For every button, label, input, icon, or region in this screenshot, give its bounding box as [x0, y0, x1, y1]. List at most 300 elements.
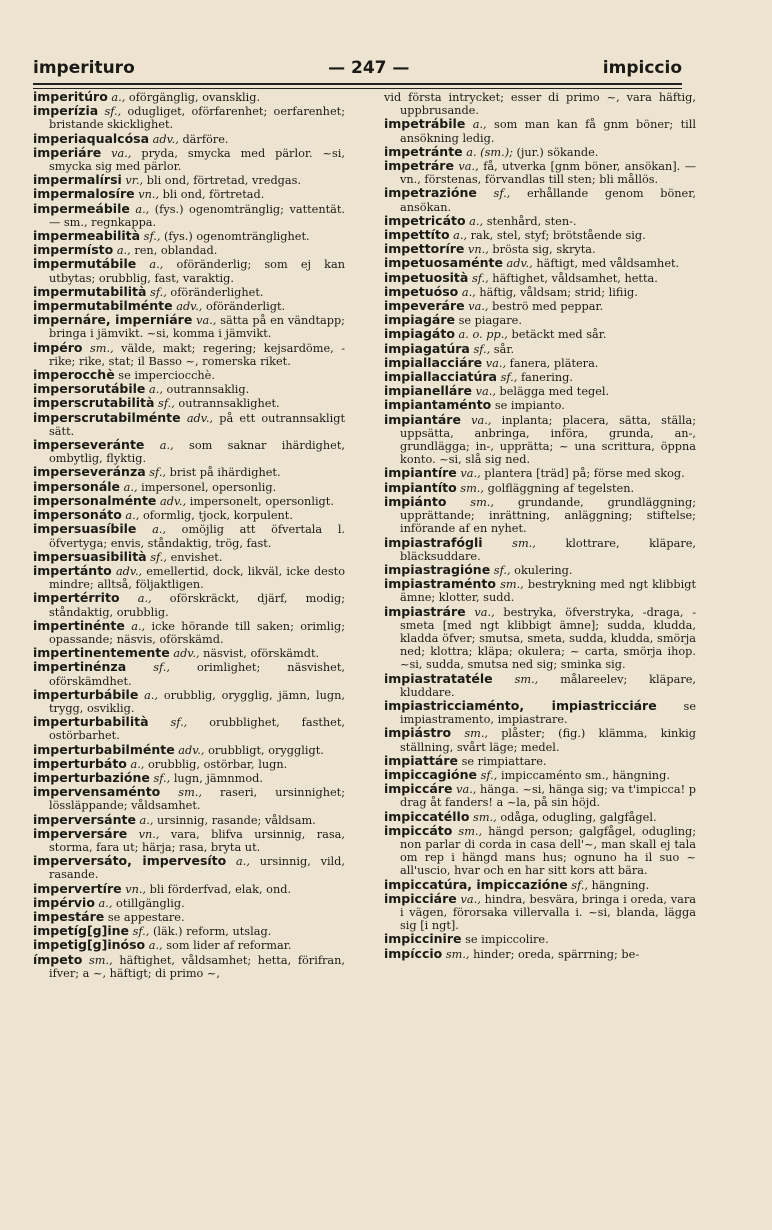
entry-headword: impiastricciaménto, impiastricciáre: [384, 697, 657, 713]
dictionary-entry: [384, 726, 696, 753]
dictionary-entry: [33, 146, 345, 173]
entry-definition: orimlighet; näsvishet, oförskämdhet.: [49, 661, 345, 688]
entry-part-of-speech: a.,: [111, 91, 126, 104]
entry-part-of-speech: sf.,: [480, 768, 498, 782]
entry-part-of-speech: adv.,: [173, 647, 200, 661]
entry-definition: orubblig, orygglig, jämn, lugn, trygg, osviklig.: [49, 688, 346, 715]
entry-definition: se impiastramento, impiastrare.: [400, 699, 696, 727]
entry-headword: impervensaménto: [33, 784, 161, 800]
entry-headword: imperversáto, impervesíto: [33, 853, 227, 869]
header-left-guide-word: imperituro: [33, 58, 135, 78]
entry-part-of-speech: va.,: [460, 892, 481, 906]
dictionary-entry: [33, 771, 345, 785]
entry-definition: hängd person; galgfågel, odugling; non parlar di corda in casa dell'~, man skall ej tala om rep i hängd mans hus; ognuno ha il suo ~ all'uscio, hvar och en har sitt kors att bära.: [400, 824, 697, 878]
entry-definition: orubblig, ostörbar, lugn.: [148, 757, 288, 771]
entry-part-of-speech: a.,: [116, 244, 131, 258]
entry-headword: impersuasibilità: [33, 548, 147, 564]
dictionary-entry: [384, 242, 696, 256]
entry-definition: bli ond, förtretad, vredgas.: [146, 174, 302, 188]
dictionary-entry: [384, 214, 696, 228]
entry-definition: erhållande genom böner, ansökan.: [400, 187, 696, 214]
entry-part-of-speech: adv.,: [178, 743, 205, 757]
dictionary-entry: [384, 327, 696, 341]
entry-part-of-speech: va.,: [475, 385, 496, 399]
entry-part-of-speech: sf.,: [143, 230, 161, 244]
entry-definition: ren, oblandad.: [134, 244, 218, 258]
entry-headword: impernáre, imperniáre: [33, 312, 193, 328]
entry-definition: se impianto.: [494, 399, 565, 413]
entry-definition: rak, stel, styf; brötstående sig.: [470, 229, 646, 243]
entry-part-of-speech: va.,: [111, 146, 132, 160]
header-right-guide-word: impiccio: [602, 58, 682, 78]
entry-definition: odåga, odugling, galgfågel.: [500, 810, 657, 824]
entry-headword: imperocchè: [33, 367, 115, 383]
entry-definition: häftig, våldsam; strid; lifiig.: [479, 285, 638, 299]
dictionary-entry: [384, 892, 696, 933]
entry-headword: impertérrito: [33, 590, 120, 606]
dictionary-entry: [33, 564, 345, 591]
entry-part-of-speech: vn.,: [138, 827, 160, 841]
entry-part-of-speech: sf.,: [132, 925, 150, 939]
entry-headword: impermalírsi: [33, 172, 122, 188]
entry-part-of-speech: a.,: [159, 439, 174, 453]
entry-part-of-speech: va.,: [456, 783, 477, 797]
entry-headword: ímpeto: [33, 951, 83, 967]
entry-part-of-speech: sm.,: [473, 810, 497, 824]
entry-definition: outrannsaklighet.: [178, 397, 280, 411]
dictionary-entry: [384, 466, 696, 480]
entry-part-of-speech: sm.,: [445, 947, 470, 961]
entry-headword: impiccatéllo: [384, 808, 470, 824]
entry-headword: impicciáre: [384, 890, 457, 906]
entry-headword: impéro: [33, 339, 83, 355]
dictionary-entry: [384, 299, 696, 313]
entry-part-of-speech: sf.,: [149, 466, 167, 480]
dictionary-entry: [33, 591, 345, 618]
entry-headword: impiccáto: [384, 822, 453, 838]
dictionary-entry: [33, 480, 345, 494]
entry-definition: orubbligt, oryggligt.: [208, 743, 324, 757]
entry-part-of-speech: a.,: [131, 619, 146, 633]
entry-part-of-speech: a.,: [130, 757, 145, 771]
entry-definition: oföränderligt.: [206, 300, 286, 314]
entry-headword: impetuosità: [384, 269, 469, 285]
entry-definition: målareelev; kläpare, kluddare.: [400, 672, 697, 699]
entry-definition: brist på ihärdighet.: [169, 466, 281, 480]
entry-definition: betäckt med sår.: [511, 328, 607, 342]
dictionary-entry: [384, 536, 696, 563]
entry-part-of-speech: sf.,: [153, 661, 170, 675]
entry-part-of-speech: vr.,: [125, 174, 144, 188]
entry-definition: klottrare, kläpare, bläcksuddare.: [400, 536, 697, 563]
entry-definition: omöjlig att öfvertala l. öfvertyga; envis, ståndaktig, trög, fast.: [49, 523, 346, 550]
entry-definition: som saknar ihärdighet, ombytlig, flyktig.: [49, 439, 345, 466]
dictionary-entry: [384, 90, 696, 117]
entry-definition: emellertid, dock, likväl, icke desto mindre; alltså, följaktligen.: [49, 564, 345, 592]
entry-headword: impermeabilità: [33, 228, 141, 244]
entry-part-of-speech: a.,: [469, 214, 484, 228]
entry-headword: imperitúro: [33, 89, 108, 104]
entry-headword: impermutabilità: [33, 283, 147, 299]
dictionary-entry: [384, 384, 696, 398]
entry-headword: impiantíre: [384, 465, 457, 481]
entry-headword: impiantaménto: [384, 397, 492, 413]
dictionary-entry: [33, 646, 345, 660]
entry-headword: impestáre: [33, 908, 105, 924]
entry-headword: impetricáto: [384, 212, 466, 228]
entry-part-of-speech: a.,: [149, 383, 163, 397]
dictionary-entry: [33, 910, 345, 924]
entry-part-of-speech: sm.,: [460, 481, 484, 495]
entry-definition: lugn, jämnmod.: [173, 771, 263, 785]
entry-part-of-speech: a.,: [98, 896, 113, 910]
dictionary-entry: [384, 186, 696, 213]
left-column: [33, 90, 345, 980]
entry-headword: impermísto: [33, 242, 114, 258]
header-rule: [33, 83, 682, 89]
entry-headword: impetrábile: [384, 116, 466, 132]
dictionary-entry: [33, 438, 345, 465]
dictionary-entry: [33, 104, 345, 131]
entry-definition: inplanta; placera, sätta, ställa; uppsätta, anbringa, införa, grunda, an-, grundlägga; in-, upprätta; ~ una scrittura, öppna konto. ~si, slå sig ned.: [400, 413, 697, 467]
entry-part-of-speech: adv.,: [152, 132, 179, 146]
entry-headword: impiastráre: [384, 603, 466, 619]
dictionary-entry: [384, 782, 696, 809]
dictionary-entry: [384, 878, 696, 892]
dictionary-entry: [33, 411, 345, 438]
entry-part-of-speech: adv.,: [115, 564, 143, 578]
entry-part-of-speech: va.,: [460, 467, 481, 481]
entry-definition: golfläggning af tegelsten.: [487, 481, 635, 495]
entry-part-of-speech: a.,: [453, 229, 468, 243]
entry-part-of-speech: sf.,: [104, 105, 122, 119]
entry-headword: imperversánte: [33, 811, 136, 827]
entry-part-of-speech: sf.,: [170, 716, 188, 730]
entry-headword: impiallacciatúra: [384, 369, 497, 385]
entry-definition: icke hörande till saken; orimlig; opassande; näsvis, oförskämd.: [49, 619, 346, 646]
entry-headword: impiastraménto: [384, 576, 496, 592]
page-number: — 247 —: [328, 58, 410, 78]
entry-headword: impiccáre: [384, 781, 453, 797]
dictionary-entry: [33, 90, 345, 104]
dictionary-entry: [384, 947, 696, 961]
entry-headword: imperturbabilità: [33, 714, 149, 730]
entry-part-of-speech: sm.,: [512, 536, 536, 550]
dictionary-entry: [33, 368, 345, 382]
dictionary-entry: [33, 313, 345, 340]
entry-definition: hängning.: [591, 878, 650, 892]
entry-part-of-speech: sm.,: [88, 953, 113, 967]
entry-definition: som man kan få gnm böner; till ansökning ledig.: [400, 118, 697, 145]
entry-headword: impetig[g]inóso: [33, 937, 146, 953]
entry-part-of-speech: a.,: [148, 939, 163, 953]
entry-headword: impianelláre: [384, 383, 473, 399]
entry-definition: pryda, smycka med pärlor. ~si, smycka sig med pärlor.: [49, 146, 345, 174]
entry-part-of-speech: sf.,: [571, 878, 589, 892]
entry-definition: impersonel, opersonlig.: [141, 480, 277, 494]
dictionary-entry: [384, 824, 696, 878]
entry-headword: impetuóso: [384, 283, 459, 299]
entry-headword: impiastrafógli: [384, 534, 483, 550]
entry-headword: impettoríre: [384, 241, 465, 257]
entry-headword: impeveráre: [384, 298, 465, 314]
entry-definition: sår.: [493, 342, 515, 356]
dictionary-entry: [33, 757, 345, 771]
dictionary-entry: [33, 660, 345, 687]
entry-definition: oförskräckt, djärf, modig; ståndaktig, orubblig.: [49, 592, 346, 619]
dictionary-entry: [33, 396, 345, 410]
entry-headword: impiastratatéle: [384, 670, 493, 686]
entry-part-of-speech: a. o. pp.,: [458, 328, 508, 342]
entry-headword: impiagáto: [384, 326, 455, 342]
dictionary-entry: [33, 187, 345, 201]
entry-definition: belägga med tegel.: [499, 385, 610, 399]
entry-definition: häftighet, våldsamhet, hetta.: [492, 271, 658, 285]
entry-part-of-speech: sm.,: [464, 727, 489, 741]
entry-definition: plåster; (fig.) klämma, kinkig ställning, svårt läge; medel.: [400, 727, 697, 754]
dictionary-entry: [384, 228, 696, 242]
dictionary-entry: [33, 896, 345, 910]
dictionary-entry: [33, 299, 345, 313]
entry-headword: impervertíre: [33, 880, 122, 896]
entry-part-of-speech: adv.,: [506, 257, 533, 271]
entry-part-of-speech: a.,: [461, 285, 476, 299]
entry-definition: se imperciocchè.: [118, 369, 215, 383]
entry-headword: imperturbábile: [33, 686, 139, 702]
entry-definition: ursinnig, rasande; våldsam.: [157, 813, 316, 827]
entry-part-of-speech: sf.,: [158, 397, 175, 411]
dictionary-entry: [33, 938, 345, 952]
dictionary-entry: [384, 370, 696, 384]
entry-part-of-speech: vn.,: [125, 882, 147, 896]
entry-part-of-speech: va.,: [471, 413, 492, 427]
entry-definition: plantera [träd] på; förse med skog.: [484, 467, 685, 481]
dictionary-entry: [384, 699, 696, 726]
entry-part-of-speech: a.,: [137, 592, 152, 606]
entry-headword: imperseveránza: [33, 464, 146, 480]
entry-headword: impermeábile: [33, 200, 130, 216]
entry-headword: impiccatúra, impiccazióne: [384, 876, 568, 892]
entry-headword: imperturbabilménte: [33, 741, 175, 757]
entry-headword: impiantíto: [384, 479, 457, 495]
entry-part-of-speech: a.,: [149, 258, 164, 272]
entry-definition: ursinnig, vild, rasande.: [49, 855, 345, 882]
entry-headword: imperversáre: [33, 825, 128, 841]
entry-part-of-speech: sf.,: [471, 271, 489, 285]
entry-part-of-speech: a.,: [236, 855, 250, 869]
entry-definition: bestryka, öfverstryka, -draga, -smeta [med ngt klibbigt ämne]; sudda, kludda, kladda öfver; smutsa, smeta, sudda, kludda, smörja ned; klottra; kläpa; okulera; ~ carta, smörja ihop. ~si, sudda, smutsa ned sig; sminka sig.: [400, 605, 697, 672]
entry-definition: välde, makt; regering; kejsardöme, -rike; rike, stat; il Basso ~, romerska riket.: [49, 341, 346, 368]
entry-part-of-speech: a.,: [139, 813, 154, 827]
entry-part-of-speech: adv.,: [176, 300, 203, 314]
dictionary-entry: [33, 173, 345, 187]
dictionary-entry: [384, 285, 696, 299]
entry-part-of-speech: sf.,: [150, 285, 167, 299]
entry-definition: på ett outrannsakligt sätt.: [49, 411, 346, 438]
dictionary-entry: [384, 145, 696, 159]
entry-definition: hänga. ~si, hänga sig; va t'impicca! p drag åt fanders! a ~la, på sin höjd.: [400, 783, 696, 810]
entry-definition: impiccaménto sm., hängning.: [500, 768, 670, 782]
entry-part-of-speech: a.,: [144, 688, 159, 702]
entry-headword: impermutabilménte: [33, 298, 173, 314]
entry-headword: impíccio: [384, 945, 443, 961]
entry-definition: se rimpiattare.: [461, 754, 547, 768]
entry-definition: envishet.: [170, 550, 223, 564]
entry-definition: (jur.) sökande.: [516, 145, 599, 159]
entry-definition: därföre.: [182, 132, 229, 146]
dictionary-entry: [384, 313, 696, 327]
dictionary-entry: [384, 605, 696, 672]
page-header: [33, 54, 682, 82]
entry-definition: oformlig, tjock, korpulent.: [142, 509, 293, 523]
dictionary-entry: [384, 481, 696, 495]
dictionary-entry: [33, 229, 345, 243]
entry-headword: impiattáre: [384, 752, 459, 768]
entry-definition: få, utverka [gnm böner, ansökan]. — vn., förstenas, förvandlas till sten; bli mållös.: [400, 160, 697, 187]
entry-definition: hinder; oreda, spärrning; be-: [473, 947, 640, 961]
dictionary-entry: [33, 827, 345, 854]
entry-part-of-speech: sm.,: [89, 341, 114, 355]
entry-part-of-speech: a. (sm.);: [466, 145, 513, 159]
entry-definition: orubblighet, fasthet, ostörbarhet.: [49, 716, 345, 743]
dictionary-entry: [384, 672, 696, 699]
entry-headword: impiantáre: [384, 411, 461, 427]
entry-definition: vid första intrycket; esser di primo ~, vara häftig, uppbrusande.: [384, 91, 696, 118]
entry-headword: impiagáre: [384, 312, 456, 328]
dictionary-entry: [384, 754, 696, 768]
entry-definition: raseri, ursinnighet; lössläppande; våldsamhet.: [49, 786, 346, 813]
dictionary-entry: [33, 619, 345, 646]
entry-definition: impersonelt, opersonligt.: [189, 494, 334, 508]
entry-headword: impersonále: [33, 478, 121, 494]
entry-headword: impiánto: [384, 493, 447, 509]
entry-definition: fanering.: [520, 371, 573, 385]
dictionary-entry: [33, 285, 345, 299]
entry-part-of-speech: sf.,: [493, 563, 511, 577]
entry-headword: imperscrutabilità: [33, 395, 155, 411]
dictionary-entry: [33, 882, 345, 896]
entry-definition: bli förderfvad, elak, ond.: [149, 882, 292, 896]
entry-definition: häftighet, våldsamhet; hetta, förifran, ifver; a ~, häftigt; di primo ~,: [49, 953, 346, 980]
entry-headword: impertánto: [33, 562, 112, 578]
entry-headword: impiccagióne: [384, 766, 477, 782]
dictionary-entry: [384, 256, 696, 270]
entry-part-of-speech: vn.,: [467, 243, 489, 257]
entry-part-of-speech: va.,: [468, 300, 489, 314]
dictionary-entry: [33, 522, 345, 549]
entry-part-of-speech: a.,: [152, 523, 166, 537]
entry-headword: imperízia: [33, 103, 99, 119]
entry-headword: impérvio: [33, 894, 95, 910]
dictionary-entry: [384, 495, 696, 536]
entry-headword: impersonalménte: [33, 492, 157, 508]
entry-headword: imperseveránte: [33, 437, 145, 453]
dictionary-entry: [33, 785, 345, 812]
entry-headword: impetrazióne: [384, 185, 477, 201]
entry-part-of-speech: va.,: [196, 314, 217, 328]
entry-definition: bli ond, förtretad.: [162, 188, 265, 202]
entry-part-of-speech: vn.,: [138, 188, 160, 202]
entry-headword: impetíg[g]ine: [33, 923, 129, 939]
entry-part-of-speech: sm.,: [458, 824, 483, 838]
dictionary-entry: [384, 932, 696, 946]
entry-part-of-speech: a.,: [472, 118, 487, 132]
entry-part-of-speech: sf.,: [150, 550, 167, 564]
entry-definition: beströ med peppar.: [492, 300, 604, 314]
entry-part-of-speech: sm.,: [514, 672, 539, 686]
dictionary-entry: [33, 202, 345, 229]
dictionary-entry: [384, 768, 696, 782]
dictionary-entry: [33, 341, 345, 368]
entry-definition: oföränderlig; som ej kan utbytas; orubblig, fast, varaktig.: [49, 258, 346, 285]
dictionary-entry: [384, 271, 696, 285]
entry-definition: oföränderlighet.: [170, 285, 264, 299]
entry-part-of-speech: a.,: [125, 509, 140, 523]
entry-headword: imperturbáto: [33, 755, 127, 771]
dictionary-entry: [33, 257, 345, 284]
entry-headword: impertinentemente: [33, 645, 170, 661]
entry-headword: imperiaqualcósa: [33, 130, 150, 146]
dictionary-entry: [384, 159, 696, 186]
dictionary-entry: [33, 132, 345, 146]
entry-part-of-speech: va.,: [458, 160, 479, 174]
dictionary-entry: [33, 382, 345, 396]
entry-definition: hindra, besvära, bringa i oreda, vara i vägen, förorsaka villervalla i. ~si, blanda, lägga sig [i ngt].: [400, 892, 696, 933]
entry-part-of-speech: sf.,: [500, 371, 518, 385]
right-column: [384, 90, 696, 961]
entry-definition: (fys.) ogenomtränglig; vattentät. — sm., regnkappa.: [49, 202, 346, 229]
entry-definition: bestrykning med ngt klibbigt ämne; klotter, sudd.: [400, 578, 696, 605]
entry-headword: impiccinire: [384, 931, 462, 947]
entry-definition: stenhård, sten-.: [486, 214, 577, 228]
entry-headword: imperscrutabilménte: [33, 409, 181, 425]
entry-headword: imperturbazióne: [33, 769, 150, 785]
dictionary-entry: [384, 398, 696, 412]
entry-definition: odugliget, oförfarenhet; oerfarenhet; bristande skicklighet.: [49, 105, 345, 132]
entry-definition: häftigt, med våldsamhet.: [536, 257, 680, 271]
entry-headword: impertinénza: [33, 659, 127, 675]
entry-headword: impermalosíre: [33, 186, 135, 202]
entry-definition: okulering.: [514, 563, 573, 577]
entry-part-of-speech: a.,: [135, 202, 150, 216]
entry-definition: se piagare.: [458, 314, 522, 328]
entry-definition: som lider af reformar.: [166, 939, 292, 953]
entry-part-of-speech: va.,: [485, 356, 507, 370]
dictionary-entry: [384, 342, 696, 356]
entry-definition: brösta sig, skryta.: [492, 243, 596, 257]
entry-headword: impersonáto: [33, 507, 122, 523]
entry-headword: impiastragióne: [384, 561, 491, 577]
entry-headword: imperiáre: [33, 144, 102, 160]
entry-definition: sätta på en vändtapp; bringa i jämvikt. ~si, komma i jämvikt.: [49, 314, 345, 341]
entry-definition: otillgänglig.: [116, 896, 185, 910]
dictionary-entry: [33, 550, 345, 564]
dictionary-entry: [384, 563, 696, 577]
dictionary-entry: [33, 494, 345, 508]
dictionary-entry: [33, 953, 345, 980]
entry-part-of-speech: sm.,: [470, 495, 494, 509]
entry-part-of-speech: a.,: [123, 480, 138, 494]
entry-definition: oförgänglig, ovansklig.: [128, 91, 261, 104]
entry-headword: impertinénte: [33, 617, 125, 633]
entry-definition: grundande, grundläggning; upprättande; inrättning, anläggning; stiftelse; införande af en nyhet.: [400, 495, 696, 536]
dictionary-entry: [33, 243, 345, 257]
entry-definition: se appestare.: [107, 910, 185, 924]
dictionary-entry: [384, 356, 696, 370]
entry-headword: impetuosaménte: [384, 255, 503, 271]
entry-part-of-speech: sm.,: [500, 578, 524, 592]
entry-part-of-speech: sf.,: [153, 771, 171, 785]
